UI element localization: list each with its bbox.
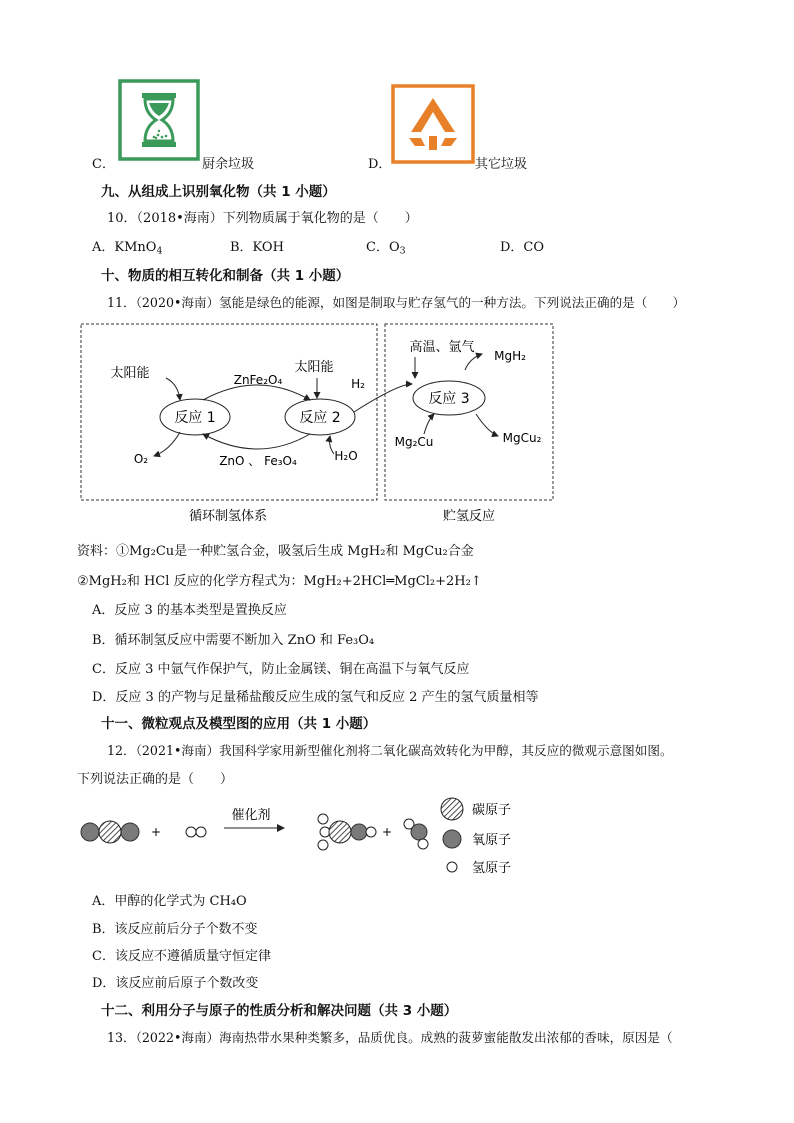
option-c-letter: C． [92,157,115,172]
caption-storage: 贮氢反应 [442,509,496,524]
solar-energy-label-1: 太阳能 [110,366,150,381]
q11-option-c: C．反应 3 中氩气作保护气，防止金属镁、铜在高温下与氧气反应 [92,662,470,677]
section-heading-10: 十、物质的相互转化和制备（共 1 小题） [101,268,350,284]
q12-option-b: B．该反应前后分子个数不变 [92,922,258,937]
legend-carbon-symbol [441,798,463,820]
section-heading-9: 九、从组成上识别氧化物（共 1 小题） [101,184,336,200]
reaction3-label: 反应 3 [428,391,470,407]
mgh2-product-label: MgH₂ [494,349,526,363]
q11-option-a: A．反应 3 的基本类型是置换反应 [92,603,287,618]
methanol-molecule [318,814,376,850]
q10-option-a: A．KMnO$_4$ [92,240,163,257]
legend-oxygen-label: 氧原子 [472,833,512,848]
q12-stem-line-1: 12．（2021•海南）我国科学家用新型催化剂将二氧化碳高效转化为甲醇，其反应的微观示意图如图。 [107,743,673,758]
caption-cycle: 循环制氢体系 [188,509,268,524]
oxygen-product-label: O₂ [133,452,149,466]
high-temp-argon-label: 高温、氩气 [409,340,475,355]
legend-oxygen-symbol [443,830,461,848]
q12-stem-line-2: 下列说法正确的是（ ） [77,772,234,787]
water-input-label: H₂O [334,449,358,463]
other-waste-icon [391,84,475,168]
q11-stem: 11．（2020•海南）氢能是绿色的能源，如图是制取与贮存氢气的一种方法。下列说法正确的是（ ） [107,295,686,310]
q10-option-b: B．KOH [230,240,284,255]
catalyst-label: 催化剂 [231,808,271,823]
kitchen-waste-icon [118,79,200,165]
legend-hydrogen-symbol [447,862,457,872]
q11-option-d: D．反应 3 的产物与足量稀盐酸反应生成的氢气和反应 2 产生的氢气质量相等 [92,690,539,705]
h2-molecule [186,827,206,837]
q11-option-b: B．循环制氢反应中需要不断加入 ZnO 和 Fe₃O₄ [92,633,375,648]
option-d-label: 其它垃圾 [475,157,528,172]
q10-option-d: D．CO [500,240,545,255]
zno-fe3o4-label: ZnO 、 Fe₃O₄ [219,454,297,468]
q12-option-d: D．该反应前后原子个数改变 [92,976,259,991]
q12-option-a: A．甲醇的化学式为 CH₄O [92,894,247,909]
section-heading-12: 十二、利用分子与原子的性质分析和解决问题（共 3 小题） [101,1003,458,1019]
q11-note-2: ②MgH₂和 HCl 反应的化学方程式为：MgH₂+2HCl═MgCl₂+2H₂↑ [77,574,482,589]
water-molecule [404,819,428,849]
q12-option-c: C．该反应不遵循质量守恒定律 [92,949,271,964]
co2-molecule [81,821,139,843]
section-heading-11: 十一、微粒观点及模型图的应用（共 1 小题） [101,716,377,732]
methanol-reaction-diagram [78,792,548,888]
plus-sign-2: + [381,825,393,839]
reaction1-label: 反应 1 [174,410,216,426]
mg2cu-input-label: Mg₂Cu [394,435,434,449]
zinc-ferrite-label: ZnFe₂O₄ [233,373,283,387]
option-d-letter: D． [368,157,392,172]
q11-note-1: 资料：①Mg₂Cu是一种贮氢合金，吸氢后生成 MgH₂和 MgCu₂合金 [77,544,474,559]
plus-sign-1: + [150,825,162,839]
q13-stem: 13．（2022•海南）海南热带水果种类繁多，品质优良。成熟的菠萝蜜能散发出浓郁的香味，原因是（ [107,1030,673,1045]
legend-hydrogen-label: 氢原子 [472,861,512,876]
option-c-label: 厨余垃圾 [202,157,255,172]
mgcu2-product-label: MgCu₂ [502,431,542,445]
hydrogen-label: H₂ [351,377,365,391]
q10-stem: 10．（2018•海南）下列物质属于氧化物的是（ ） [107,211,418,226]
legend-carbon-label: 碳原子 [472,803,512,818]
q10-option-c: C．$O_3$ [366,240,406,257]
hydrogen-cycle-diagram [78,320,558,534]
solar-energy-label-2: 太阳能 [294,360,334,375]
reaction2-label: 反应 2 [299,410,341,426]
